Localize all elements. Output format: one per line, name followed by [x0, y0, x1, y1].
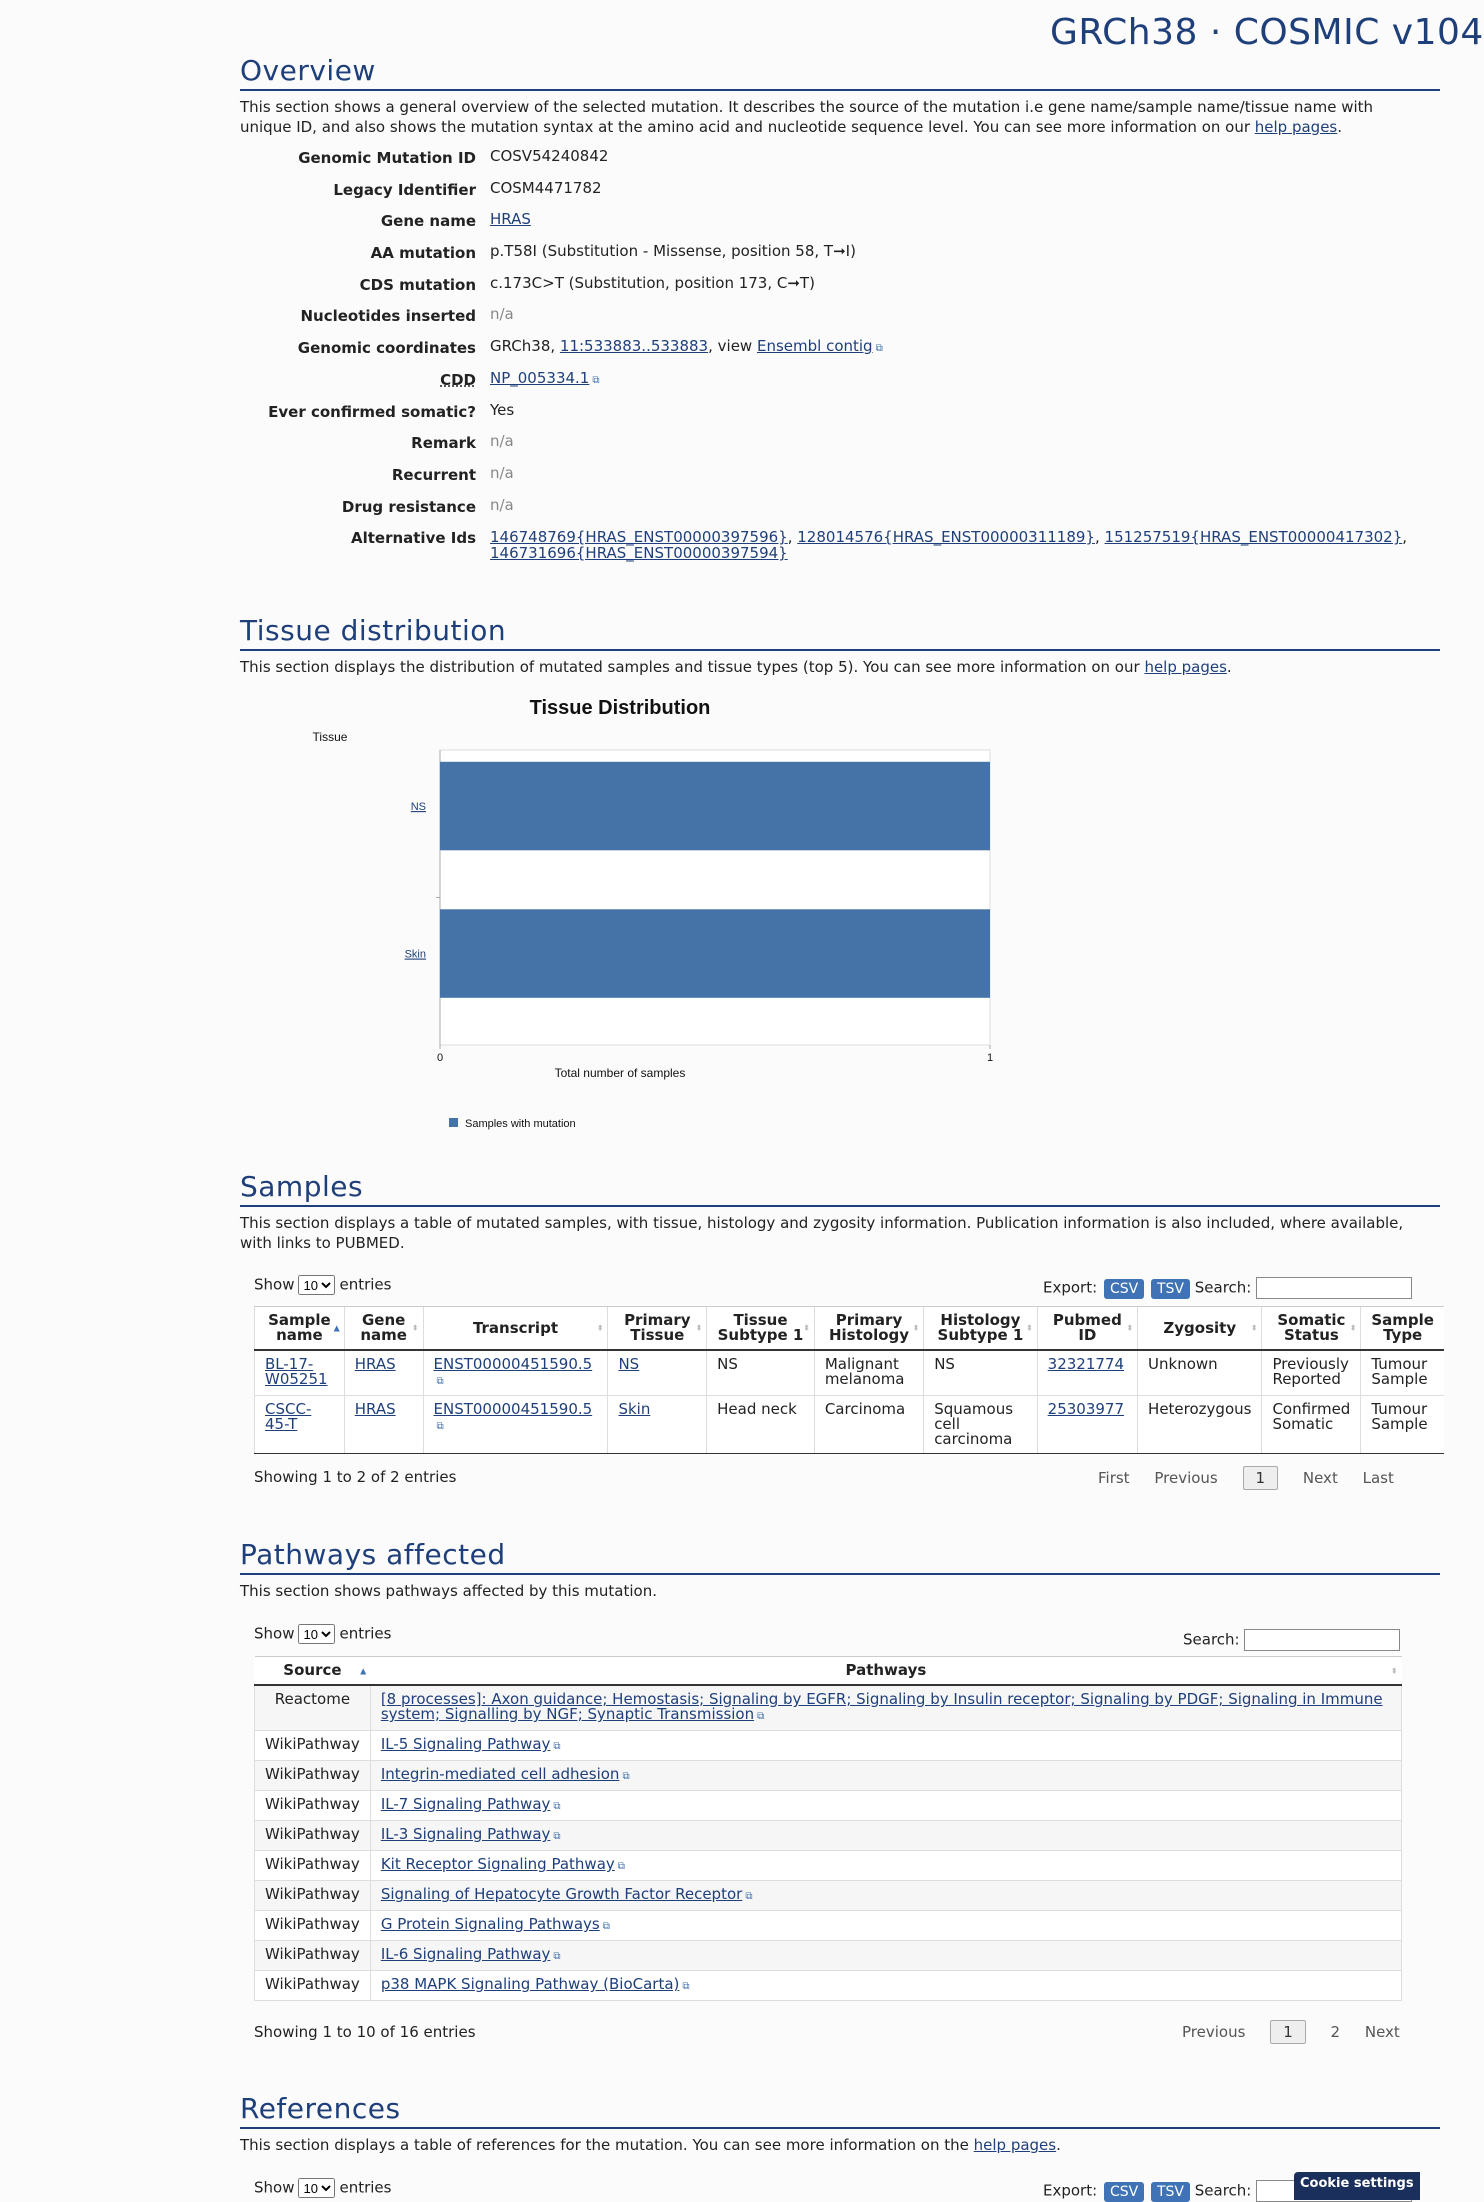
table-row — [255, 1396, 1445, 1454]
chart-bar-ns — [440, 762, 990, 851]
assembly-header: GRCh38 · COSMIC v104 — [1050, 12, 1484, 53]
tissue-help-link[interactable]: help pages — [1144, 658, 1227, 676]
alt-id-link[interactable]: 146748769{HRAS_ENST00000397596} — [490, 528, 788, 547]
pathways-description: This section shows pathways affected by this mutation. — [240, 1582, 657, 1600]
cell: Head neck — [707, 1396, 815, 1454]
pathways-title: Pathways affected — [240, 1538, 1440, 1575]
field-value: COSM4471782 — [490, 178, 602, 197]
external-link-icon: ⧉ — [436, 1376, 444, 1387]
entries-label: entries — [339, 1275, 392, 1294]
references-section — [240, 2092, 1440, 2155]
chart-legend — [449, 1118, 576, 1130]
show-label: Show — [254, 2178, 295, 2197]
overview-desc-text: This section shows a general overview of the selected mutation. It describes the source of the mutation i.e gene name/sample name/tissue name with unique ID, and also shows the mutation syntax at the amino acid and nucleotide sequence level. You can see more information on our — [240, 98, 1374, 136]
last-page-button[interactable]: Last — [1362, 1469, 1394, 1487]
chart-category-label: Skin — [404, 948, 426, 961]
export-csv-button[interactable]: CSV — [1104, 1279, 1144, 1299]
chart-x-tick-label: 1 — [986, 1052, 994, 1064]
external-link-icon: ⧉ — [553, 1951, 561, 1962]
external-link-icon: ⧉ — [875, 343, 883, 355]
column-header[interactable]: Gene name ⬍ — [344, 1307, 423, 1351]
cell: Reactome — [255, 1685, 371, 1731]
tissue-desc-text: This section displays the distribution of mutated samples and tissue types (top 5). You can see more information on our — [240, 658, 1145, 676]
field-alternative-ids: Alternative Ids 146748769{HRAS_ENST00000397596}, 128014576{HRAS_ENST00000311189}, 151257519{HRAS_ENST00000417302}, 146731696{HRAS_ENST00000397594} — [240, 526, 1416, 570]
pathways-search-input[interactable] — [1244, 1629, 1400, 1651]
cell: Malignant melanoma — [814, 1350, 923, 1396]
table-row — [255, 1971, 1402, 2001]
overview-title: Overview — [240, 54, 1440, 91]
external-link-icon: ⧉ — [617, 1861, 625, 1872]
samples-info: Showing 1 to 2 of 2 entries — [254, 1468, 457, 1486]
references-description: This section displays a table of references for the mutation. You can see more information on the help pages. — [240, 2136, 1061, 2154]
transcript-link[interactable]: ENST00000451590.5 — [433, 1355, 593, 1373]
external-link-icon: ⧉ — [622, 1771, 630, 1782]
field-value: Yes — [490, 400, 515, 419]
cell: Heterozygous — [1138, 1396, 1262, 1454]
previous-page-button[interactable]: Previous — [1154, 1469, 1218, 1487]
field-remark — [240, 431, 1416, 463]
external-link-icon: ⧉ — [602, 1921, 610, 1932]
field-cdd — [240, 368, 1416, 400]
transcript-link[interactable]: ENST00000451590.5 — [433, 1400, 593, 1418]
next-page-button[interactable]: Next — [1364, 2023, 1400, 2041]
tissue-link[interactable]: Skin — [618, 1400, 651, 1418]
chart-x-tick-label: 0 — [436, 1052, 444, 1064]
column-header[interactable]: Zygosity ⬍ — [1138, 1307, 1262, 1351]
external-link-icon: ⧉ — [745, 1891, 753, 1902]
column-header[interactable]: Transcript ⬍ — [423, 1307, 608, 1351]
overview-description: This section shows a general overview of the selected mutation. It describes the source of the mutation i.e gene name/sample name/tissue name with unique ID, and also shows the mutation syntax at the amino acid and nucleotide sequence level. You can see more information on our help pages. — [240, 98, 1374, 136]
chart-category-label: NS — [410, 801, 426, 814]
references-help-link[interactable]: help pages — [973, 2136, 1057, 2154]
field-label: Nucleotides inserted — [300, 307, 476, 326]
field-cds-mutation — [240, 273, 1416, 305]
cell: NS — [924, 1350, 1037, 1396]
chart-title: Tissue Distribution — [529, 697, 711, 719]
samples-length-control — [254, 1275, 391, 1295]
coord-mid: , view — [708, 337, 757, 356]
field-value: n/a — [490, 495, 514, 514]
export-label: Export: — [1043, 1278, 1098, 1297]
cell: WikiPathway — [255, 1761, 371, 1791]
table-row — [255, 1821, 1402, 1851]
field-value: p.T58I (Substitution - Missense, position 58, T➞I) — [490, 242, 856, 261]
ensembl-contig-link[interactable]: Ensembl contig — [756, 337, 873, 356]
field-label: CDD — [440, 370, 476, 389]
cell: WikiPathway — [255, 1731, 371, 1761]
samples-length-select[interactable] — [298, 1275, 335, 1295]
search-label: Search: — [1183, 1630, 1240, 1649]
field-label: Genomic coordinates — [297, 339, 476, 358]
show-label: Show — [254, 1624, 295, 1643]
field-label: Legacy Identifier — [333, 180, 476, 199]
samples-pager — [1078, 1466, 1394, 1490]
table-row — [255, 1731, 1402, 1761]
cell: WikiPathway — [255, 1851, 371, 1881]
alt-id-link[interactable]: 151257519{HRAS_ENST00000417302} — [1104, 528, 1403, 547]
sample-link[interactable]: BL-17-W05251 — [265, 1355, 328, 1388]
tissue-distribution-chart — [240, 685, 1040, 1145]
pathways-section — [240, 1538, 1440, 1601]
column-header[interactable]: Somatic Status ⬍ — [1262, 1307, 1361, 1351]
pathway-link[interactable]: Integrin-mediated cell adhesion — [380, 1765, 620, 1783]
field-label: Genomic Mutation ID — [298, 149, 476, 167]
references-title: References — [240, 2092, 1440, 2129]
cell: WikiPathway — [255, 1791, 371, 1821]
chart-y-label: Tissue — [312, 730, 348, 744]
cell: Unknown — [1138, 1350, 1262, 1396]
field-value: n/a — [490, 432, 514, 451]
field-label: Ever confirmed somatic? — [268, 402, 476, 421]
search-label: Search: — [1194, 2181, 1252, 2200]
pathways-table — [254, 1656, 1402, 2001]
column-header[interactable]: Histology Subtype 1 ⬍ — [924, 1307, 1037, 1351]
overview-help-link[interactable]: help pages — [1254, 118, 1338, 136]
column-header[interactable]: Primary Tissue ⬍ — [608, 1307, 707, 1351]
next-page-button[interactable]: Next — [1302, 1469, 1338, 1487]
field-gene-name — [240, 209, 1416, 241]
cell: Confirmed Somatic — [1262, 1396, 1361, 1454]
cell: WikiPathway — [255, 1941, 371, 1971]
pathways-length-control — [254, 1624, 391, 1644]
tissue-link[interactable]: NS — [618, 1355, 640, 1373]
cell: WikiPathway — [255, 1971, 371, 2001]
cell: Previously Reported — [1262, 1350, 1361, 1396]
sample-link[interactable]: CSCC-45-T — [265, 1400, 312, 1433]
coord-prefix: GRCh38, — [490, 337, 560, 356]
pathway-link[interactable]: [8 processes]: Axon guidance; Hemostasis; Signaling by EGFR; Signaling by Insulin receptor; Signaling by PDGF; Signaling in Immune system; Signalling by NGF; Synaptic Transmission — [380, 1690, 1383, 1723]
pathways-length-select[interactable] — [298, 1624, 335, 1644]
external-link-icon: ⧉ — [682, 1981, 690, 1992]
table-row — [255, 1761, 1402, 1791]
column-header[interactable]: Source ▲ — [255, 1657, 371, 1686]
table-row — [255, 1881, 1402, 1911]
field-value: c.173C>T (Substitution, position 173, C➞T) — [490, 273, 815, 292]
field-value: COSV54240842 — [490, 147, 609, 165]
column-header[interactable]: Primary Histology ⬍ — [814, 1307, 923, 1351]
pathways-pager — [1162, 2020, 1400, 2044]
field-value: n/a — [490, 463, 514, 482]
external-link-icon: ⧉ — [436, 1421, 444, 1432]
samples-section — [240, 1170, 1440, 1253]
field-nucleotides-inserted — [240, 304, 1416, 336]
field-genomic-mutation-id — [240, 146, 1416, 178]
column-header[interactable]: Tissue Subtype 1 ⬍ — [707, 1307, 815, 1351]
field-label: CDS mutation — [359, 275, 476, 294]
field-label: AA mutation — [370, 244, 476, 263]
overview-section — [240, 54, 1440, 137]
export-csv-button[interactable]: CSV — [1104, 2182, 1144, 2202]
previous-page-button[interactable]: Previous — [1182, 2023, 1246, 2041]
export-label: Export: — [1043, 2181, 1098, 2200]
cell: Tumour Sample — [1361, 1350, 1444, 1396]
entries-label: entries — [339, 1624, 392, 1643]
external-link-icon: ⧉ — [553, 1831, 561, 1842]
pathway-link[interactable]: IL-7 Signaling Pathway — [380, 1795, 551, 1813]
tissue-section — [240, 614, 1440, 677]
alt-id-link[interactable]: 128014576{HRAS_ENST00000311189} — [797, 528, 1095, 547]
samples-title: Samples — [240, 1170, 1440, 1207]
field-label: Drug resistance — [341, 497, 476, 516]
show-label: Show — [254, 1275, 295, 1294]
table-row — [255, 1350, 1445, 1396]
export-tsv-button[interactable]: TSV — [1151, 2182, 1190, 2202]
external-link-icon: ⧉ — [553, 1801, 561, 1812]
pathway-link[interactable]: IL-3 Signaling Pathway — [380, 1825, 551, 1843]
cookie-settings-button[interactable]: Cookie settings — [1294, 2172, 1420, 2200]
export-tsv-button[interactable]: TSV — [1151, 1279, 1190, 1299]
references-desc-text: This section displays a table of references for the mutation. You can see more information on the — [240, 2136, 974, 2154]
samples-search-input[interactable] — [1256, 1277, 1412, 1299]
references-length-select[interactable] — [298, 2178, 335, 2198]
gene-link[interactable]: HRAS — [490, 210, 531, 229]
tissue-title: Tissue distribution — [240, 614, 1440, 651]
chart-bar-skin — [440, 909, 990, 998]
cell: Carcinoma — [814, 1396, 923, 1454]
entries-label: entries — [339, 2178, 392, 2197]
legend-swatch — [449, 1118, 458, 1127]
table-row — [255, 1911, 1402, 1941]
page-button-current[interactable]: 1 — [1270, 2020, 1306, 2044]
table-row — [255, 1941, 1402, 1971]
cell: Tumour Sample — [1361, 1396, 1444, 1454]
gene-link[interactable]: HRAS — [354, 1400, 396, 1418]
coordinates-link[interactable]: 11:533883..533883 — [559, 337, 709, 356]
legend-label: Samples with mutation — [465, 1118, 576, 1130]
table-row — [255, 1851, 1402, 1881]
field-genomic-coordinates — [240, 336, 1416, 368]
cdd-link[interactable]: NP_005334.1 — [490, 368, 590, 387]
field-ever-confirmed — [240, 400, 1416, 432]
gene-link[interactable]: HRAS — [354, 1355, 396, 1373]
table-row — [255, 1685, 1402, 1731]
alt-id-link[interactable]: 146731696{HRAS_ENST00000397594} — [490, 544, 788, 563]
field-value: n/a — [490, 305, 514, 324]
pathway-link[interactable]: IL-5 Signaling Pathway — [380, 1735, 551, 1753]
cell: WikiPathway — [255, 1911, 371, 1941]
cell: WikiPathway — [255, 1881, 371, 1911]
overview-fields — [240, 146, 1416, 570]
column-header[interactable]: Pathways ⬍ — [370, 1657, 1401, 1686]
field-label: Gene name — [380, 212, 476, 231]
pubmed-link[interactable]: 25303977 — [1047, 1400, 1125, 1418]
column-header[interactable]: Sample Type — [1361, 1307, 1444, 1351]
field-label: Alternative Ids — [350, 529, 476, 548]
cell: Squamous cell carcinoma — [924, 1396, 1037, 1454]
field-drug-resistance — [240, 495, 1416, 527]
page-button-current[interactable]: 1 — [1243, 1466, 1279, 1490]
tissue-description: This section displays the distribution of mutated samples and tissue types (top 5). You can see more information on our help pages. — [240, 658, 1232, 676]
page-button[interactable]: 2 — [1330, 2023, 1341, 2041]
field-label: Recurrent — [391, 465, 476, 484]
cell: NS — [707, 1350, 815, 1396]
column-header[interactable]: Sample name ▲ — [255, 1307, 345, 1351]
pathways-info: Showing 1 to 10 of 16 entries — [254, 2023, 476, 2041]
first-page-button[interactable]: First — [1098, 1469, 1130, 1487]
field-label: Remark — [411, 434, 476, 453]
chart-x-label: Total number of samples — [554, 1066, 686, 1080]
field-aa-mutation — [240, 241, 1416, 273]
samples-export-search — [1043, 1277, 1412, 1299]
external-link-icon: ⧉ — [592, 374, 600, 386]
field-legacy-identifier — [240, 178, 1416, 210]
pathway-link[interactable]: Kit Receptor Signaling Pathway — [380, 1855, 615, 1873]
samples-table — [254, 1306, 1444, 1454]
external-link-icon: ⧉ — [553, 1741, 561, 1752]
pathways-search — [1183, 1629, 1400, 1651]
pathway-link[interactable]: Signaling of Hepatocyte Growth Factor Receptor — [380, 1885, 743, 1903]
pathway-link[interactable]: G Protein Signaling Pathways — [380, 1915, 600, 1933]
references-length-control — [254, 2178, 391, 2198]
field-recurrent — [240, 463, 1416, 495]
pubmed-link[interactable]: 32321774 — [1047, 1355, 1125, 1373]
pathway-link[interactable]: IL-6 Signaling Pathway — [380, 1945, 551, 1963]
table-row — [255, 1791, 1402, 1821]
samples-description: This section displays a table of mutated samples, with tissue, histology and zygosity information. Publication information is also included, where available, with links to PUBMED. — [240, 1214, 1404, 1252]
cell: WikiPathway — [255, 1821, 371, 1851]
column-header[interactable]: Pubmed ID ⬍ — [1037, 1307, 1137, 1351]
external-link-icon: ⧉ — [757, 1711, 765, 1722]
pathway-link[interactable]: p38 MAPK Signaling Pathway (BioCarta) — [380, 1975, 680, 1993]
search-label: Search: — [1194, 1278, 1252, 1297]
